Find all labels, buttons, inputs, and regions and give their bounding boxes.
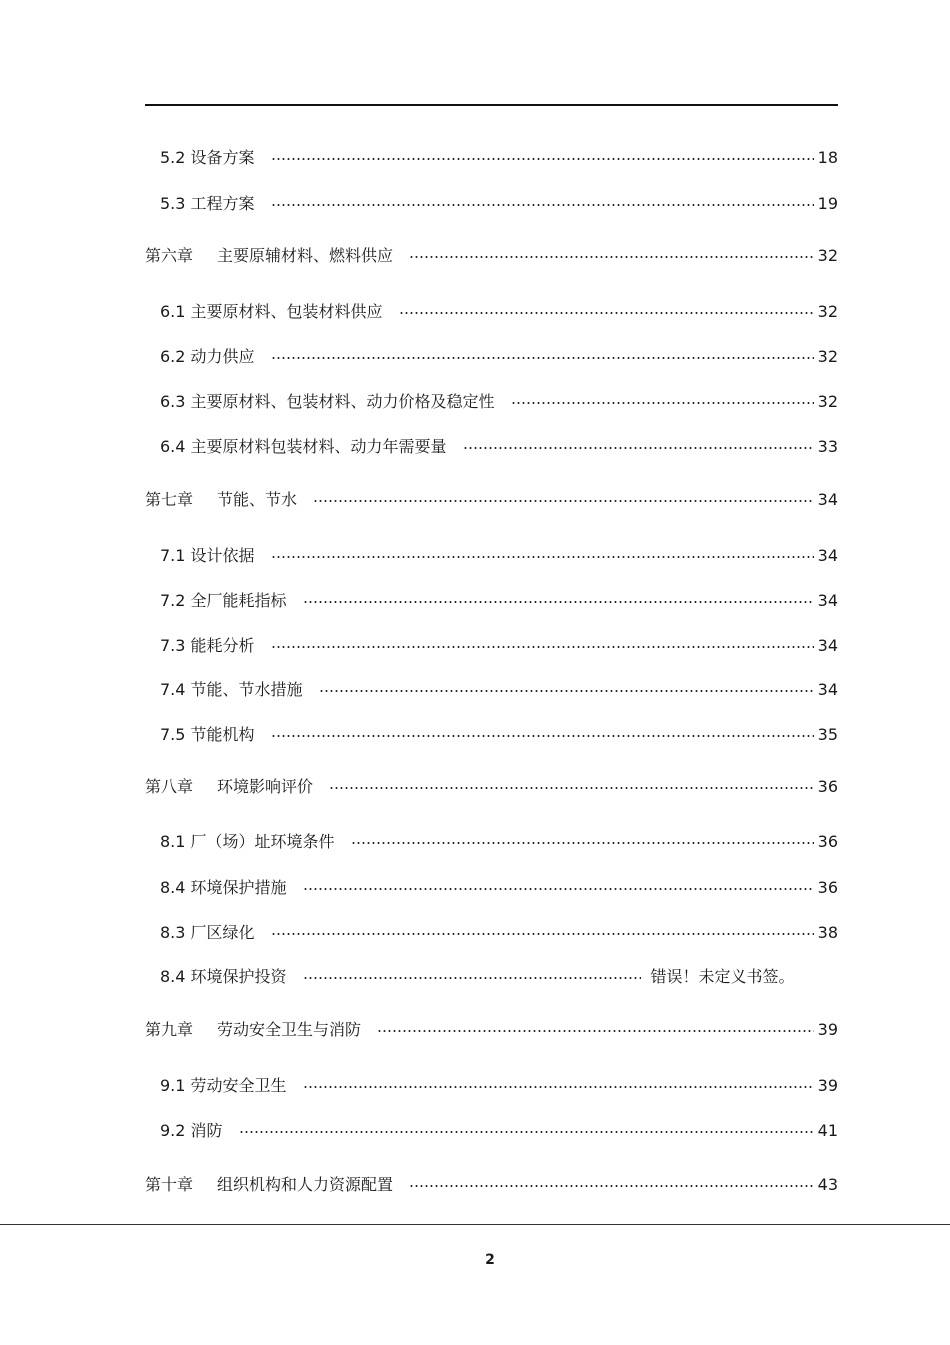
- page-number: 2: [485, 1252, 495, 1268]
- toc-entry-label: 6.1 主要原材料、包装材料供应: [160, 302, 383, 321]
- toc-chapter-title: 节能、节水: [217, 490, 298, 509]
- toc-entry-page: 32: [817, 246, 838, 265]
- toc-entry-page: 32: [817, 302, 838, 321]
- toc-leader-dots: [303, 1086, 814, 1088]
- toc-leader-dots: [271, 933, 814, 935]
- toc-entry-8-3[interactable]: [160, 921, 838, 945]
- toc-entry-label: 5.3 工程方案: [160, 194, 255, 213]
- toc-entry-label: 8.4 环境保护投资: [160, 967, 287, 986]
- toc-entry-7-4[interactable]: [160, 678, 838, 702]
- toc-entry-6-1[interactable]: [160, 300, 838, 324]
- toc-entry-label: 7.5 节能机构: [160, 725, 255, 744]
- toc-entry-page: 34: [817, 680, 838, 699]
- toc-chapter-10[interactable]: [145, 1173, 838, 1197]
- toc-entry-label: 8.3 厂区绿化: [160, 923, 255, 942]
- toc-entry-label: 7.4 节能、节水措施: [160, 680, 303, 699]
- toc-leader-dots: [303, 601, 814, 603]
- toc-chapter-title: 主要原辅材料、燃料供应: [217, 246, 394, 265]
- toc-entry-5-3[interactable]: [160, 192, 838, 216]
- bookmark-error-text: 错误！未定义书签。: [650, 967, 795, 986]
- toc-leader-dots: [329, 787, 814, 789]
- toc-entry-page: 36: [817, 777, 838, 796]
- toc-chapter-number: 第十章: [145, 1175, 194, 1194]
- toc-leader-dots: [409, 256, 814, 258]
- toc-entry-label: 6.4 主要原材料包装材料、动力年需要量: [160, 437, 447, 456]
- toc-entry-page: 19: [817, 194, 838, 213]
- toc-leader-dots: [319, 690, 814, 692]
- toc-entry-label: 7.3 能耗分析: [160, 636, 255, 655]
- toc-chapter-number: 第八章: [145, 777, 194, 796]
- toc-entry-8-4-measures[interactable]: [160, 876, 838, 900]
- toc-entry-page: 33: [817, 437, 838, 456]
- toc-leader-dots: [511, 402, 814, 404]
- toc-leader-dots: [271, 735, 814, 737]
- toc-leader-dots: [313, 500, 814, 502]
- toc-entry-page: 32: [817, 347, 838, 366]
- toc-entry-page: 41: [817, 1121, 838, 1140]
- toc-entry-page: 39: [817, 1076, 838, 1095]
- toc-entry-label: 9.2 消防: [160, 1121, 223, 1140]
- toc-leader-dots: [239, 1131, 814, 1133]
- toc-leader-dots: [271, 646, 814, 648]
- toc-chapter-number: 第九章: [145, 1020, 194, 1039]
- toc-entry-7-2[interactable]: [160, 589, 838, 613]
- toc-chapter-7[interactable]: [145, 488, 838, 512]
- toc-entry-8-4-investment[interactable]: [160, 965, 830, 989]
- toc-chapter-number: 第七章: [145, 490, 194, 509]
- toc-entry-9-2[interactable]: [160, 1119, 838, 1143]
- toc-leader-dots: [303, 977, 641, 979]
- toc-entry-page: 34: [817, 546, 838, 565]
- toc-entry-page: 34: [817, 591, 838, 610]
- toc-leader-dots: [303, 888, 814, 890]
- toc-entry-label: 8.1 厂（场）址环境条件: [160, 832, 335, 851]
- toc-leader-dots: [271, 556, 814, 558]
- toc-entry-page: 36: [817, 878, 838, 897]
- toc-entry-page: 38: [817, 923, 838, 942]
- toc-entry-8-1[interactable]: [160, 830, 838, 854]
- toc-leader-dots: [271, 158, 814, 160]
- toc-entry-label: 6.3 主要原材料、包装材料、动力价格及稳定性: [160, 392, 495, 411]
- toc-leader-dots: [463, 447, 814, 449]
- toc-entry-label: 9.1 劳动安全卫生: [160, 1076, 287, 1095]
- toc-entry-6-3[interactable]: [160, 390, 838, 414]
- toc-leader-dots: [271, 357, 814, 359]
- toc-chapter-8[interactable]: [145, 775, 838, 799]
- toc-entry-9-1[interactable]: [160, 1074, 838, 1098]
- toc-chapter-title: 环境影响评价: [217, 777, 314, 796]
- toc-chapter-9[interactable]: [145, 1018, 838, 1042]
- toc-chapter-title: 劳动安全卫生与消防: [217, 1020, 362, 1039]
- toc-entry-label: 8.4 环境保护措施: [160, 878, 287, 897]
- toc-leader-dots: [409, 1185, 814, 1187]
- toc-entry-page: 34: [817, 636, 838, 655]
- toc-entry-page: 43: [817, 1175, 838, 1194]
- toc-chapter-title: 组织机构和人力资源配置: [217, 1175, 394, 1194]
- toc-entry-label: 6.2 动力供应: [160, 347, 255, 366]
- toc-entry-7-5[interactable]: [160, 723, 838, 747]
- toc-leader-dots: [271, 204, 814, 206]
- toc-entry-label: 7.1 设计依据: [160, 546, 255, 565]
- toc-entry-6-4[interactable]: [160, 435, 838, 459]
- toc-entry-page: 36: [817, 832, 838, 851]
- toc-entry-page: 32: [817, 392, 838, 411]
- footer-rule: [0, 1224, 950, 1225]
- toc-leader-dots: [377, 1030, 814, 1032]
- toc-leader-dots: [351, 842, 814, 844]
- toc-chapter-number: 第六章: [145, 246, 194, 265]
- toc-entry-page: 39: [817, 1020, 838, 1039]
- toc-entry-page: 34: [817, 490, 838, 509]
- toc-entry-7-3[interactable]: [160, 634, 838, 658]
- toc-leader-dots: [399, 312, 814, 314]
- toc-chapter-6[interactable]: [145, 244, 838, 268]
- toc-entry-label: 7.2 全厂能耗指标: [160, 591, 287, 610]
- toc-entry-6-2[interactable]: [160, 345, 838, 369]
- toc-entry-label: 5.2 设备方案: [160, 148, 255, 167]
- toc-entry-7-1[interactable]: [160, 544, 838, 568]
- toc-entry-page: 18: [817, 148, 838, 167]
- toc-entry-page: 35: [817, 725, 838, 744]
- toc-entry-5-2[interactable]: [160, 146, 838, 170]
